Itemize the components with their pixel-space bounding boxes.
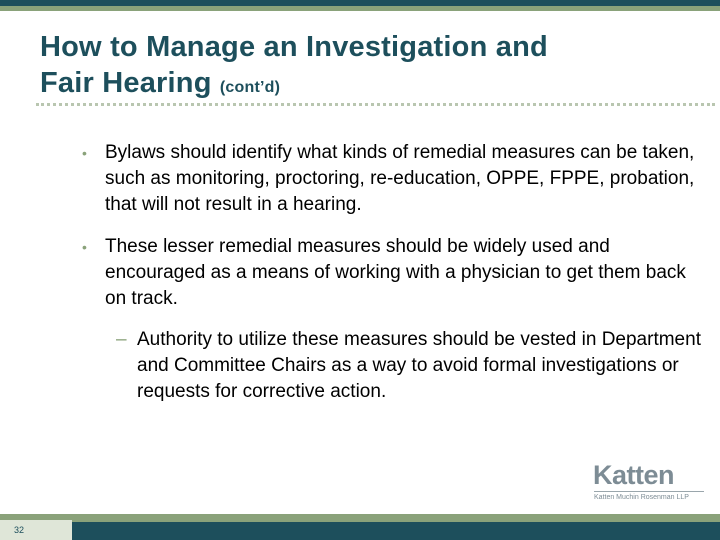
title-line-1: How to Manage an Investigation and [40, 31, 548, 63]
bullet-item-2 [82, 234, 702, 312]
title-suffix: (cont’d) [219, 79, 281, 96]
sub-bullet-item [116, 327, 717, 405]
slide-title [40, 29, 680, 106]
sub-bullet-marker: – [116, 329, 127, 350]
top-bar-accent [0, 6, 720, 11]
title-line-2 [40, 65, 680, 106]
bottom-bar-accent [0, 514, 720, 522]
page-number-box [0, 520, 72, 540]
bullet-text-2: These lesser remedial measures should be widely used and encouraged as a means of working with a physician to get them back on track. [105, 236, 686, 309]
sub-bullet-text: Authority to utilize these measures should be vested in Department and Committee Chairs as a way to avoid formal investigations or requests for corrective action. [137, 329, 701, 402]
title-line-2-text: Fair Hearing [40, 67, 212, 99]
bullet-marker: • [82, 239, 87, 255]
logo-wordmark: Katten [593, 460, 675, 490]
logo-divider [594, 491, 704, 492]
page-number: 32 [14, 525, 25, 535]
bottom-bar-dark [0, 522, 720, 540]
katten-logo [593, 460, 705, 502]
bullet-item-1 [82, 140, 702, 218]
logo-subtitle: Katten Muchin Rosenman LLP [594, 494, 689, 501]
bullet-text-1: Bylaws should identify what kinds of remedial measures can be taken, such as monitoring, proctoring, re-education, OPPE, FPPE, probation, that will not result in a hearing. [105, 142, 695, 215]
bullet-marker: • [82, 145, 87, 161]
title-divider [36, 103, 715, 106]
bullet-list [82, 140, 702, 328]
